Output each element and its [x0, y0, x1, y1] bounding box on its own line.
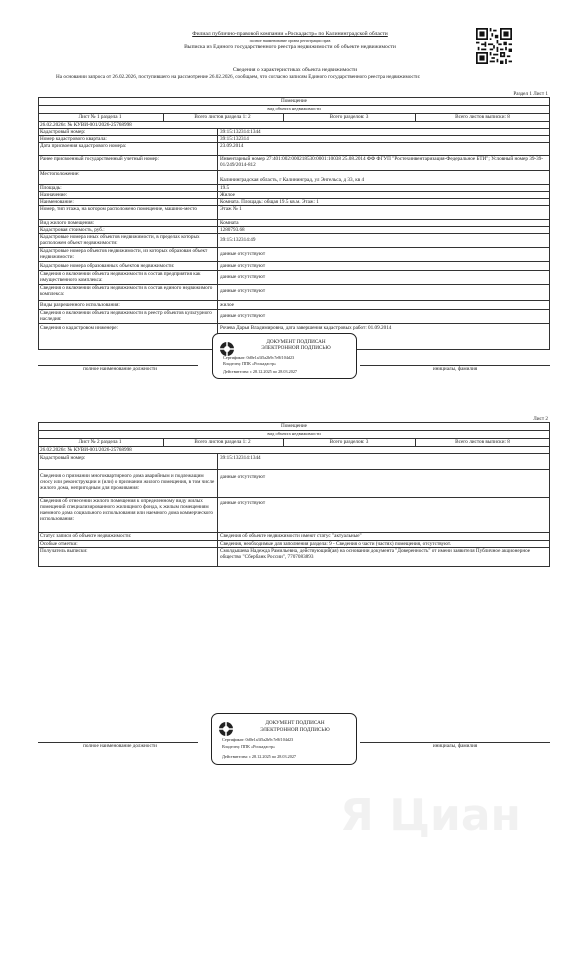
document-title: Выписка из Единого государственного реестра недвижимости об объекте недвижимости — [184, 44, 396, 50]
sheet-1-row-label: Кадастровые номера образованных объектов недвижимости: — [40, 263, 175, 269]
sheet-2-sheets-in-section: Всего листов раздела 1: 2 — [194, 439, 251, 445]
sheet-1-row-label: Назначение: — [40, 192, 68, 198]
sheet-1-row-label: Наименование: — [40, 199, 74, 205]
organization-caption: полное наименование органа регистрации прав — [249, 38, 331, 43]
sheet-2-row-label: Получатель выписки: — [40, 548, 88, 554]
sheet-2-object-type: Помещение — [281, 423, 307, 429]
sheet-1-row-label: Номер кадастрового квартала: — [40, 136, 107, 142]
sheet-1-row-label: Дата присвоения кадастрового номера: — [40, 143, 127, 149]
signature-1-name-caption: инициалы, фамилия — [432, 366, 478, 372]
stamp-1-owner: Владелец: ППК «Роскадастр» — [223, 361, 277, 366]
stamp-2-owner: Владелец: ППК «Роскадастр» — [222, 744, 276, 749]
stamp-2-certificate: Сертификат: 0d0e1a3f5a2b9c7e8f104d23 — [222, 737, 294, 742]
sheet-2-row-label: Кадастровый номер: — [40, 455, 86, 461]
sheet-2-sections-total: Всего разделов: 3 — [329, 439, 369, 445]
stamp-1-validity: Действителен: с 28.12.2025 по 28.03.2027 — [223, 369, 298, 374]
sheet-1-row-label: Площадь: — [40, 185, 62, 191]
sheet-2-row-label: Особые отметки: — [40, 541, 78, 547]
sheet-1-row-value: 39:15:132314:1344 — [220, 129, 261, 135]
sheet-1-row-label: Сведения о включении объекта недвижимости в реестр объектов культурного наследия: — [40, 310, 212, 322]
sheet-1-row-value: Рочева Дарья Владимировна, дата завершения кадастровых работ: 01.09.2014 — [220, 325, 392, 331]
sheet-1-row-value: Комната. Площадь: общая 19.5 кв.м. Этаж: 1 — [220, 199, 319, 205]
sheet-2-row-value: Сведения, необходимые для заполнения раздела: 9 - Сведения о части (частях) помещения, отсутствуют. — [220, 541, 452, 547]
stamp-2-title: ДОКУМЕНТ ПОДПИСАН — [265, 720, 325, 726]
sheet-2-row-value: данные отсутствуют — [220, 500, 266, 506]
stamp-2-subtitle: ЭЛЕКТРОННОЙ ПОДПИСЬЮ — [260, 727, 330, 733]
sheet-1-row-value: 19.5 — [220, 185, 230, 191]
sheet-1-row-value: 1280793.68 — [220, 227, 245, 233]
sheet-1-row-label: Номер, тип этажа, на котором расположено помещение, машино-место — [40, 206, 197, 212]
sheet-1-row-value: данные отсутствуют — [220, 263, 266, 269]
stamp-1-certificate: Сертификат: 0d0e1a3f5a2b9c7e8f104d23 — [223, 355, 295, 360]
sheet-1-row-value: данные отсутствуют — [220, 313, 266, 319]
sheet-2-row-value: Смолдышева Надежда Рамильевна, действующий(ая) на основании документа "Доверенность" от имени заявителя Публичное акционерное общество "Сбербанк России", 7707083893 — [220, 548, 531, 560]
signature-2-position-caption: полное наименование должности — [83, 743, 157, 749]
sheet-1-row-value: жилое — [220, 302, 234, 308]
sheet-1-row-label: Сведения о кадастровом инженере: — [40, 325, 118, 331]
sheet-1-row-value: Комната — [220, 220, 239, 226]
sheet-1-row-label: Вид жилого помещения: — [40, 220, 95, 226]
sheet-1-row-value: Калининградская область, г Калининград, ул Энгельса, д 33, кв 4 — [220, 177, 365, 183]
sheet-2-section-label: Лист 2 — [533, 416, 548, 422]
sheet-1-row-value: Этаж № 1 — [220, 206, 242, 212]
sheet-1-row-value: Инвентарный номер 27:401:002:000218530:0001:10038 25.08.2014 ФФ ФГУП "Ростехинвентаризация-Федеральное БТИ"; Условный номер 39-39-01/249/2014-812 — [220, 156, 544, 168]
sheet-1-date-number: 26.02.2026г. № КУВИ-001/2026-25768998 — [40, 122, 132, 128]
stamp-2-validity: Действителен: с 28.12.2025 по 28.03.2027 — [222, 754, 297, 759]
organization-name: Филиал публично-правовой компании «Роскадастр» по Калининградской области — [192, 31, 388, 37]
signature-2-name-caption: инициалы, фамилия — [432, 743, 478, 749]
sheet-1-row-value: данные отсутствуют — [220, 288, 266, 294]
sheet-2-object-type-caption: вид объекта недвижимости — [267, 431, 321, 436]
sheet-2-row-value: данные отсутствуют — [220, 474, 266, 480]
sheet-1-row-label: Кадастровый номер: — [40, 129, 86, 135]
sheet-2-sheets-total: Всего листов выписки: 8 — [455, 439, 510, 445]
sheet-2-row-value: 39:15:132314:1344 — [220, 455, 261, 461]
sheet-1-row-value: 39:15:132314:49 — [220, 237, 256, 243]
sheet-1-row-value: Жилое — [220, 192, 235, 198]
sheet-1-row-label: Кадастровые номера иных объектов недвижимости, в пределах которых расположен объект недвижимости: — [40, 234, 200, 246]
sheet-1-section-label: Раздел 1 Лист 1 — [513, 91, 548, 97]
sheet-2-date-number: 26.02.2026г. № КУВИ-001/2026-25768998 — [40, 447, 132, 453]
sheet-1-row-value: данные отсутствуют — [220, 251, 266, 257]
sheet-1-row-label: Кадастровые номера объектов недвижимости, из которых образован объект недвижимости: — [40, 248, 208, 260]
sheet-1-row-label: Сведения о включении объекта недвижимости в состав предприятия как имущественного комплекса: — [40, 271, 201, 283]
electronic-signature-stamp-1 — [212, 333, 357, 379]
sheet-1-sheet-number: Лист № 1 раздела 1 — [78, 114, 122, 120]
sheet-1-sheets-in-section: Всего листов раздела 1: 2 — [194, 114, 251, 120]
sheet-1-object-type-caption: вид объекта недвижимости — [267, 106, 321, 111]
stamp-1-title: ДОКУМЕНТ ПОДПИСАН — [266, 339, 326, 345]
watermark: Я Циан — [340, 790, 521, 841]
sheet-2-row-label: Сведения о признании многоквартирного дома аварийным и подлежащим сносу или реконструкции и (или) о признании жилого помещения, в том числе жилого дома, непригодным для проживания: — [40, 473, 215, 491]
sheet-1-row-value: 23.09.2014 — [220, 143, 244, 149]
sheet-1-row-value: данные отсутствуют — [220, 274, 266, 280]
request-intro: На основании запроса от 26.02.2026, поступившего на рассмотрение 26.02.2026, сообщаем, что согласно записям Единого государственного реестра недвижимости: — [56, 74, 421, 80]
sheet-1-row-label: Ранее присвоенный государственный учетный номер: — [40, 156, 159, 162]
sheet-2-row-label: Сведения об отнесении жилого помещения к определенному виду жилых помещений специализированного жилищного фонда, к жилым помещениям наемного дома социального использования или наемного дома коммерческого использования: — [40, 498, 213, 522]
sheet-1-object-type: Помещение — [281, 98, 307, 104]
sheet-1-row-value: 39:15:132314 — [220, 136, 249, 142]
stamp-1-subtitle: ЭЛЕКТРОННОЙ ПОДПИСЬЮ — [261, 345, 331, 351]
sheet-1-sections-total: Всего разделов: 3 — [329, 114, 369, 120]
sheet-2-sheet-number: Лист № 2 раздела 1 — [78, 439, 122, 445]
sheet-1-row-label: Кадастровая стоимость, руб.: — [40, 227, 105, 233]
emblem-icon — [218, 721, 234, 737]
qr-code-icon — [476, 28, 512, 64]
sheet-2-row-label: Статус записи об объекте недвижимости: — [40, 533, 132, 539]
sheet-2-row-value: Сведения об объекте недвижимости имеют статус "актуальные" — [220, 533, 362, 539]
sheet-1-row-label: Виды разрешенного использования: — [40, 302, 120, 308]
signature-1-position-caption: полное наименование должности — [83, 366, 157, 372]
sheet-1-row-label: Сведения о включении объекта недвижимости в состав единого недвижимого комплекса: — [40, 285, 213, 297]
electronic-signature-stamp-2 — [211, 713, 357, 765]
sheet-1-row-label: Местоположение: — [40, 171, 80, 177]
document-subtitle: Сведения о характеристиках объекта недвижимости — [232, 67, 358, 73]
sheet-1-sheets-total: Всего листов выписки: 8 — [455, 114, 510, 120]
